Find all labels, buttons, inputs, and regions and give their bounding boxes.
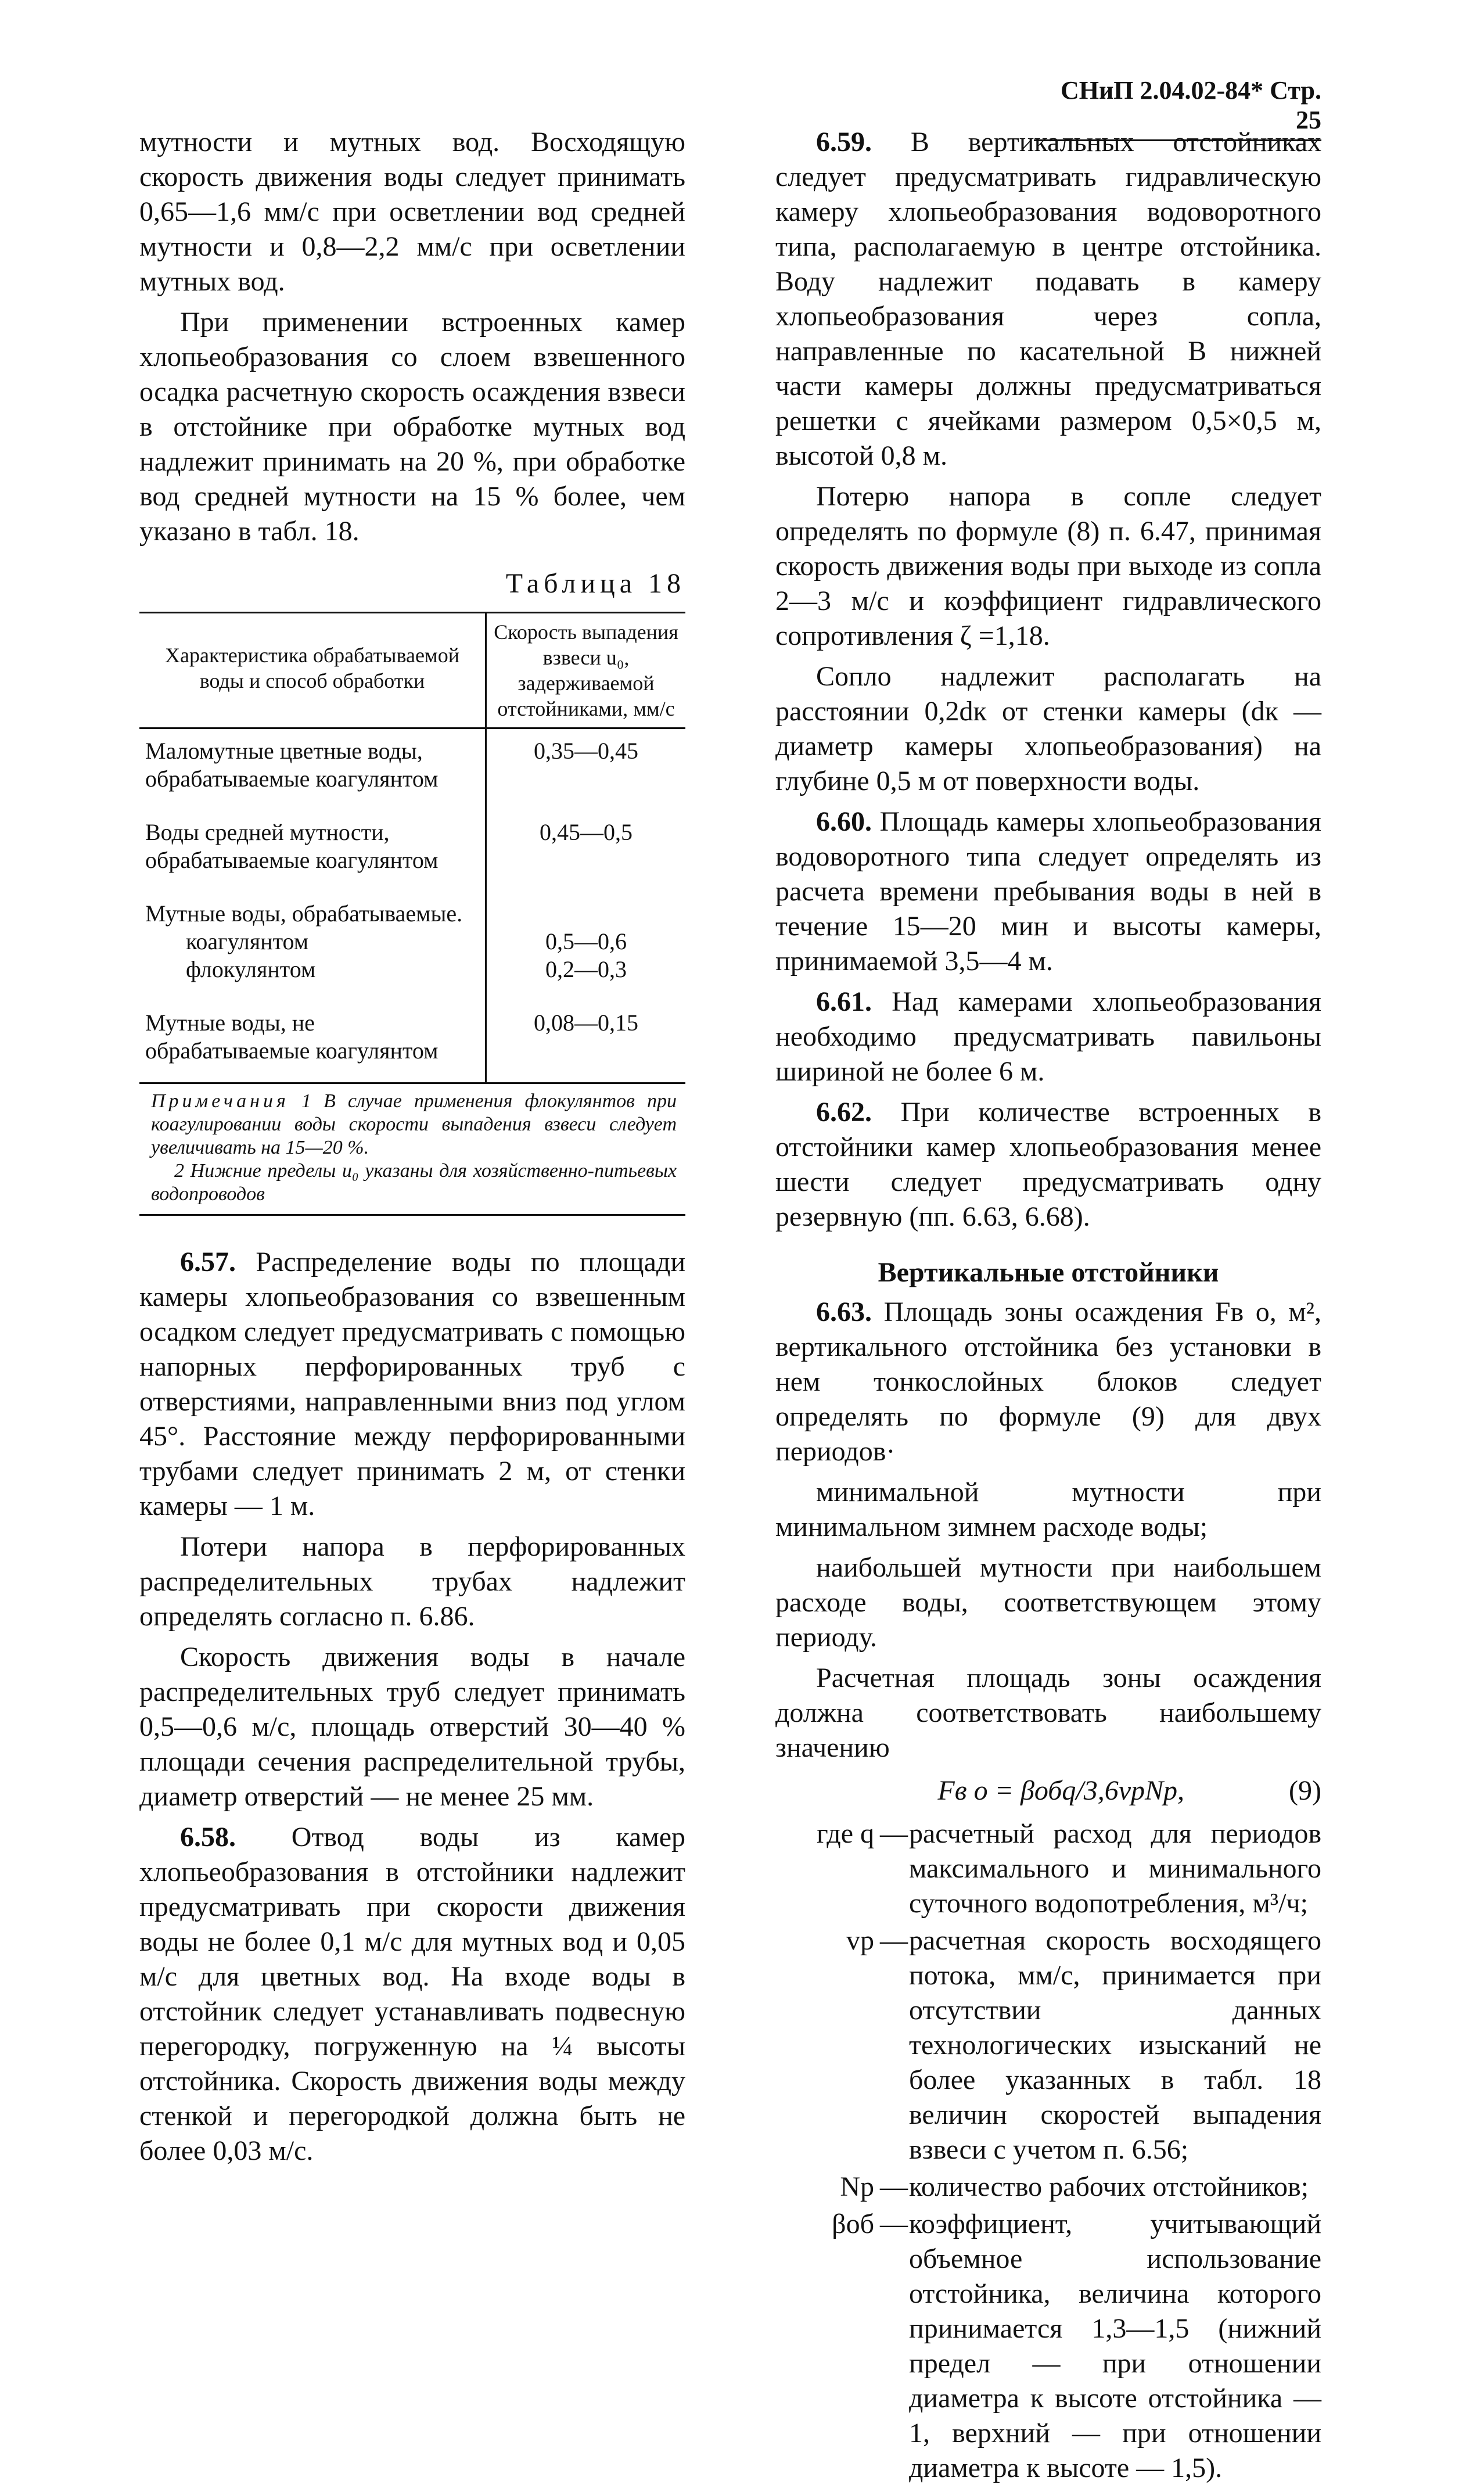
paragraph-6-57 [139,1245,685,1524]
table-row [139,1001,685,1082]
paragraph: Потери напора в перфорированных распределительных трубах надлежит определять согласно п. 6.86. [139,1531,685,1632]
clause-number: 6.63. [816,1297,872,1327]
formula-text: Fв о = βобq/3,6vрNр, [937,1775,1185,1806]
clause-number: 6.61. [816,986,872,1017]
definition-item: vр — расчетная скорость восходящего потока, мм/с, принимается при отсутствии данных технологических изысканий не более указанных в табл. 18 величин скоростей выпадения взвеси с учетом п. 6.56; [775,1923,1321,2167]
definition-text: количество рабочих отстойников; [909,2171,1309,2202]
note-2: 2 Нижние пределы u₀ указаны для хозяйственно-питьевых водопроводов [151,1160,677,1205]
paragraph: мутности и мутных вод. Восходящую скорость движения воды следует принимать 0,65—1,6 мм/с при осветлении вод средней мутности и 0,8—2,2 мм/с при осветлении мутных вод. [139,127,685,297]
table-cell: 0,5—0,6 [545,928,627,954]
clause-text: Распределение воды по площади камеры хлопьеобразования со взвешенным осадком следует предусматривать с помощью напорных перфорированных труб с отверстиями, направленными вниз под углом 45°. Расстояние между перфорированными трубами следует принимать 2 м, от стенки камеры — 1 м. [139,1247,686,1521]
table-cell: Мутные воды, обрабатываемые. [145,900,463,927]
table-cell: 0,35—0,45 [534,738,638,764]
table-header-cell: Характеристика обрабатываемой воды и способ обработки [139,613,487,727]
clause-text: Над камерами хлопьеобразования необходимо предусматривать павильоны шириной не более 6 м. [775,986,1322,1087]
formula-definitions [775,1816,1321,2486]
paragraph-6-60 [775,805,1321,979]
clause-text: Площадь зоны осаждения Fв о, м², вертикального отстойника без установки в нем тонкослойных блоков следует определять по формуле (9) для двух периодов· [775,1297,1322,1467]
page-header: СНиП 2.04.02-84* Стр. 25 [1034,76,1321,141]
paragraph-6-58 [139,1820,685,2169]
definition-symbol: βоб [832,2209,874,2239]
definition-symbol: vр [846,1925,874,1956]
clause-number: 6.62. [816,1097,872,1128]
paragraph-6-63 [775,1295,1321,1469]
definition-symbol: Nр [840,2171,874,2202]
definition-item: где q — расчетный расход для периодов максимального и минимального суточного водопотребления, м³/ч; [775,1816,1321,1921]
definition-text: расчетная скорость восходящего потока, мм/с, принимается при отсутствии данных технологических изысканий не более указанных в табл. 18 величин скоростей выпадения взвеси с учетом п. 6.56; [909,1925,1321,2165]
definition-text: коэффициент, учитывающий объемное использование отстойника, величина которого принимается 1,3—1,5 (нижний предел — при отношении диаметра к высоте отстойника — 1, верхний — при отношении диаметра к высоте — 1,5). [909,2209,1321,2483]
table-header-row [139,613,685,729]
table-row [139,729,685,810]
left-column [139,125,685,2174]
table-cell [493,900,680,928]
paragraph: Потерю напора в сопле следует определять по формуле (8) п. 6.47, принимая скорость движения воды при выходе из сопла 2—3 м/с и коэффициент гидравлического сопротивления ζ =1,18. [775,481,1321,651]
table-row [139,892,685,1001]
table-cell: Мутные воды, не обрабатываемые коагулянтом [139,1001,487,1082]
paragraph: наибольшей мутности при наибольшем расходе воды, соответствующем этому периоду. [775,1552,1321,1653]
clause-text: Площадь камеры хлопьеобразования водоворотного типа следует определять из расчета времени пребывания воды в ней в течение 15—20 мин и высоты камеры, принимаемой 3,5—4 м. [775,806,1322,976]
table-cell: 0,45—0,5 [540,819,633,845]
paragraph: минимальной мутности при минимальном зимнем расходе воды; [775,1477,1321,1542]
paragraph-6-61 [775,985,1321,1089]
clause-number: 6.58. [180,1822,236,1852]
clause-number: 6.59. [816,127,872,157]
table-cell-group [487,892,685,1001]
table-cell: Маломутные цветные воды, обрабатываемые коагулянтом [139,729,487,810]
definition-text: расчетный расход для периодов максимального и минимального суточного водопотребления, м³/ч; [909,1818,1321,1919]
paragraph: При применении встроенных камер хлопьеобразования со слоем взвешенного осадка расчетную скорость осаждения взвеси в отстойнике при обработке мутных вод надлежит принимать на 20 %, при обработке вод средней мутности на 15 % более, чем указано в табл. 18. [139,307,685,547]
definition-item: Nр — количество рабочих отстойников; [775,2170,1321,2205]
paragraph: Сопло надлежит располагать на расстоянии 0,2dк от стенки камеры (dк — диаметр камеры хлопьеобразования) на глубине 0,5 м от поверхности воды. [775,661,1321,796]
paragraph: Расчетная площадь зоны осаждения должна соответствовать наибольшему значению [775,1663,1321,1763]
table-caption: Таблица 18 [505,568,685,599]
definition-symbol: где q [816,1818,874,1849]
table-cell: Воды средней мутности, обрабатываемые коагулянтом [139,810,487,892]
table-cell: флокулянтом [186,956,316,982]
table-cell-group [139,892,487,1001]
table-header-cell: Скорость выпадения взвеси u₀, задерживаемой отстойниками, мм/с [494,620,678,720]
definition-item: βоб — коэффициент, учитывающий объемное использование отстойника, величина которого принимается 1,3—1,5 (нижний предел — при отношении диаметра к высоте отстойника — 1, верхний — при отношении диаметра к высоте — 1,5). [775,2207,1321,2486]
clause-text: Отвод воды из камер хлопьеобразования в отстойники надлежит предусматривать при скорости движения воды не более 0,1 м/с для мутных вод и 0,05 м/с для цветных вод. На входе воды в отстойник следует устанавливать подвесную перегородку, погруженную на ¼ высоты отстойника. Скорость движения воды между стенкой и перегородкой должна быть не более 0,03 м/с. [139,1822,685,2166]
table-cell: коагулянтом [186,928,309,954]
note-1: 1 В случае применения флокулянтов при коагулировании воды скорости выпадения взвеси следует увеличивать на 15—20 %. [151,1090,677,1158]
formula-9 [775,1773,1321,1808]
clause-text: В вертикальных отстойниках следует предусматривать гидравлическую камеру хлопьеобразования водоворотного типа, располагаемую в центре отстойника. Воду надлежит подавать в камеру хлопьеобразования через сопла, направленные по касательной В нижней части камеры должны предусматриваться решетки с ячейками размером 0,5×0,5 м, высотой 0,8 м. [775,127,1321,471]
clause-text: При количестве встроенных в отстойники камер хлопьеобразования менее шести следует предусматривать одну резервную (пп. 6.63, 6.68). [775,1097,1322,1232]
table-18 [139,612,685,1216]
clause-number: 6.57. [180,1247,236,1277]
paragraph-6-62 [775,1095,1321,1234]
table-cell: 0,2—0,3 [545,956,627,982]
table-row [139,810,685,892]
notes-label: Примечания [151,1090,289,1112]
section-title: Вертикальные отстойники [878,1257,1219,1288]
paragraph: Скорость движения воды в начале распределительных труб следует принимать 0,5—0,6 м/с, площадь отверстий 30—40 % площади сечения распределительной трубы, диаметр отверстий — не менее 25 мм. [139,1642,685,1812]
clause-number: 6.60. [816,806,872,837]
paragraph-6-59 [775,125,1321,473]
table-notes [139,1082,685,1214]
formula-number: (9) [1289,1775,1321,1806]
table-cell: 0,08—0,15 [534,1010,638,1036]
right-column [775,125,1321,2488]
